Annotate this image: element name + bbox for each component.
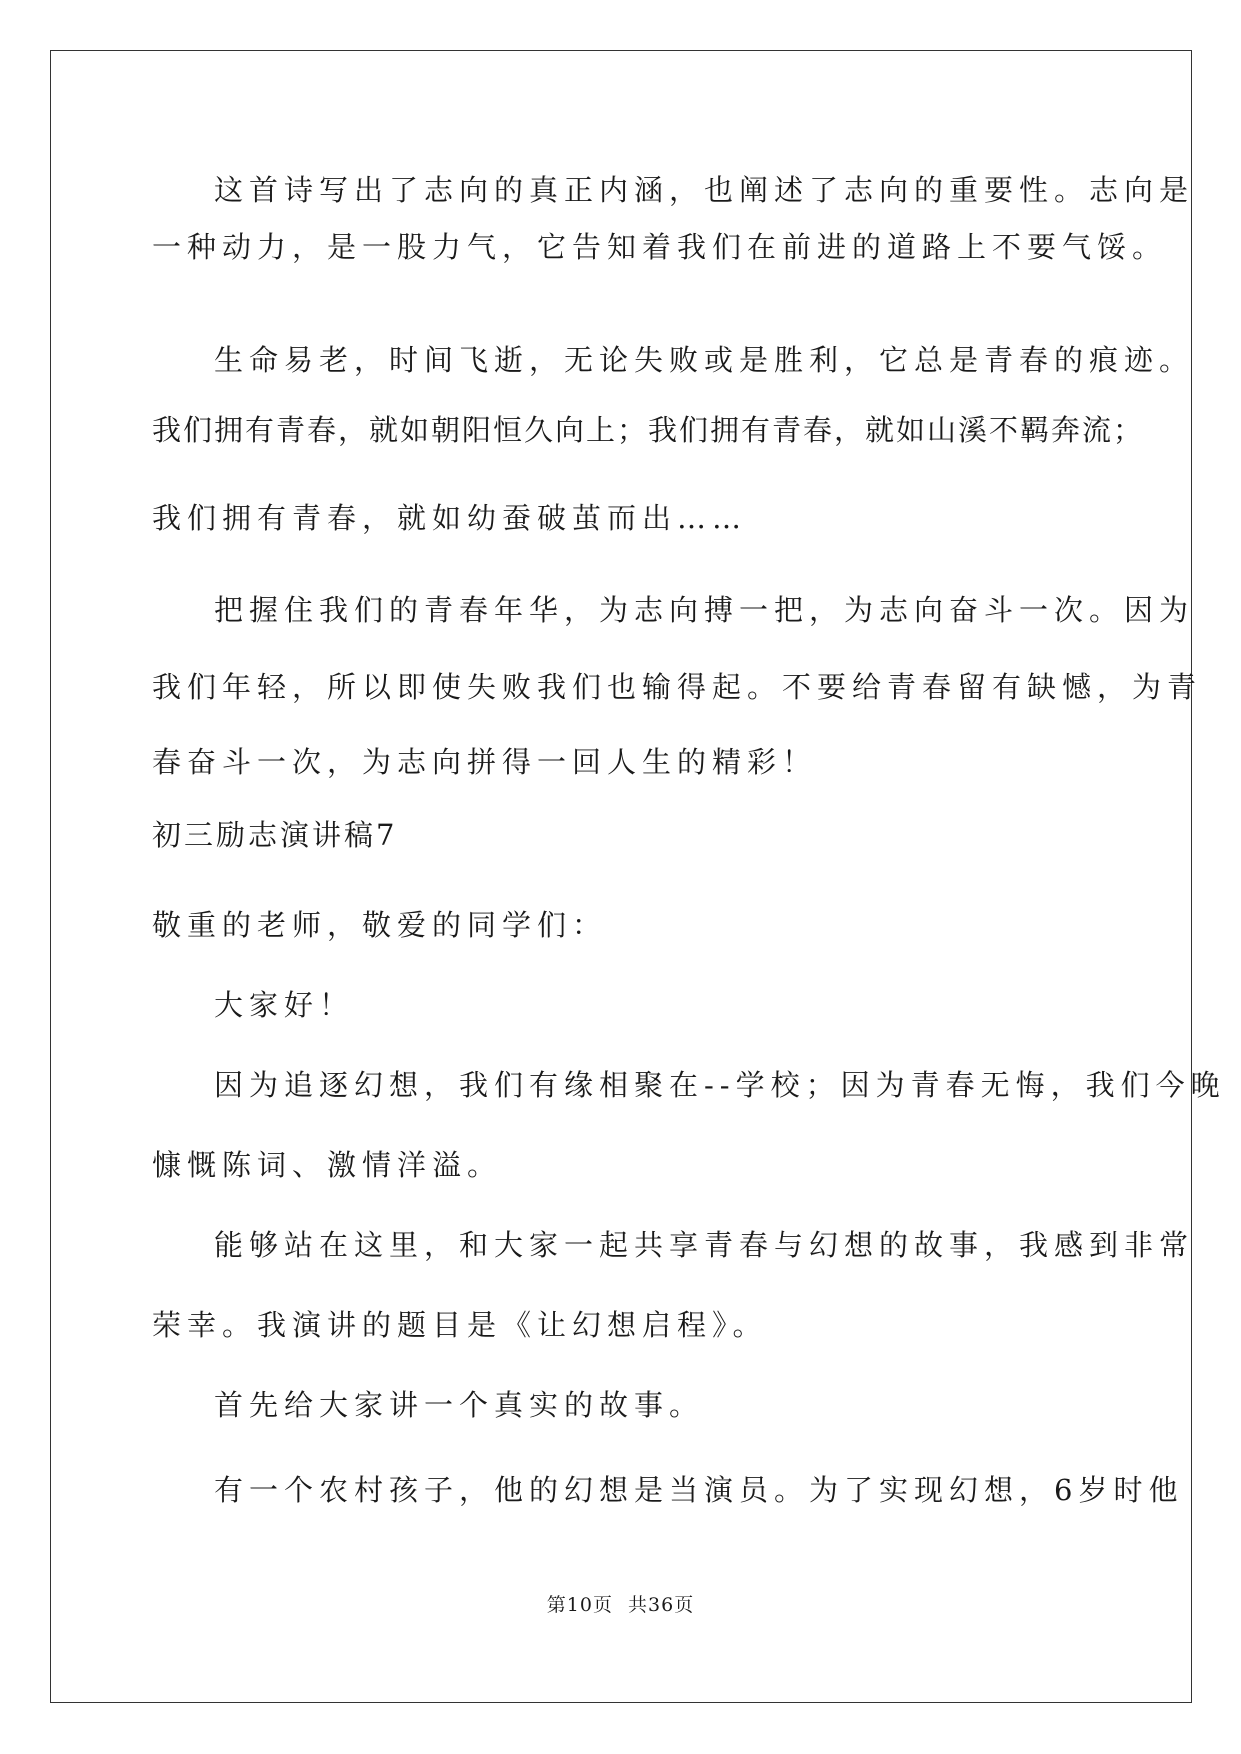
- paragraph-line: 一种动力，是一股力气，它告知着我们在前进的道路上不要气馁。: [152, 230, 1168, 264]
- paragraph-line: 有一个农村孩子，他的幻想是当演员。为了实现幻想，6岁时他: [214, 1473, 1184, 1507]
- page-total: 共36页: [628, 1594, 695, 1616]
- paragraph-line: 把握住我们的青春年华，为志向搏一把，为志向奋斗一次。因为: [214, 593, 1195, 627]
- greeting: 大家好！: [214, 988, 355, 1022]
- paragraph-line: 我们拥有青春，就如幼蚕破茧而出……: [152, 501, 748, 535]
- paragraph-line: 慷慨陈词、激情洋溢。: [152, 1148, 503, 1182]
- salutation: 敬重的老师，敬爱的同学们：: [152, 908, 608, 942]
- section-heading: 初三励志演讲稿7: [152, 818, 398, 852]
- paragraph-line: 这首诗写出了志向的真正内涵，也阐述了志向的重要性。志向是: [214, 173, 1195, 207]
- paragraph-line: 我们拥有青春，就如朝阳恒久向上；我们拥有青春，就如山溪不羁奔流；: [152, 413, 1145, 447]
- paragraph-line: 首先给大家讲一个真实的故事。: [214, 1388, 705, 1422]
- paragraph-line: 生命易老，时间飞逝，无论失败或是胜利，它总是青春的痕迹。: [214, 343, 1195, 377]
- page-number: 第10页: [546, 1594, 613, 1616]
- paragraph-line: 我们年轻，所以即使失败我们也输得起。不要给青春留有缺憾，为青: [152, 670, 1203, 704]
- page-footer: [0, 1590, 1241, 1617]
- paragraph-line: 荣幸。我演讲的题目是《让幻想启程》。: [152, 1308, 768, 1342]
- page-border: [50, 50, 1195, 1703]
- paragraph-line: 能够站在这里，和大家一起共享青春与幻想的故事，我感到非常: [214, 1228, 1195, 1262]
- paragraph-line: 因为追逐幻想，我们有缘相聚在--学校；因为青春无悔，我们今晚: [214, 1068, 1226, 1102]
- paragraph-line: 春奋斗一次，为志向拼得一回人生的精彩！: [152, 745, 818, 779]
